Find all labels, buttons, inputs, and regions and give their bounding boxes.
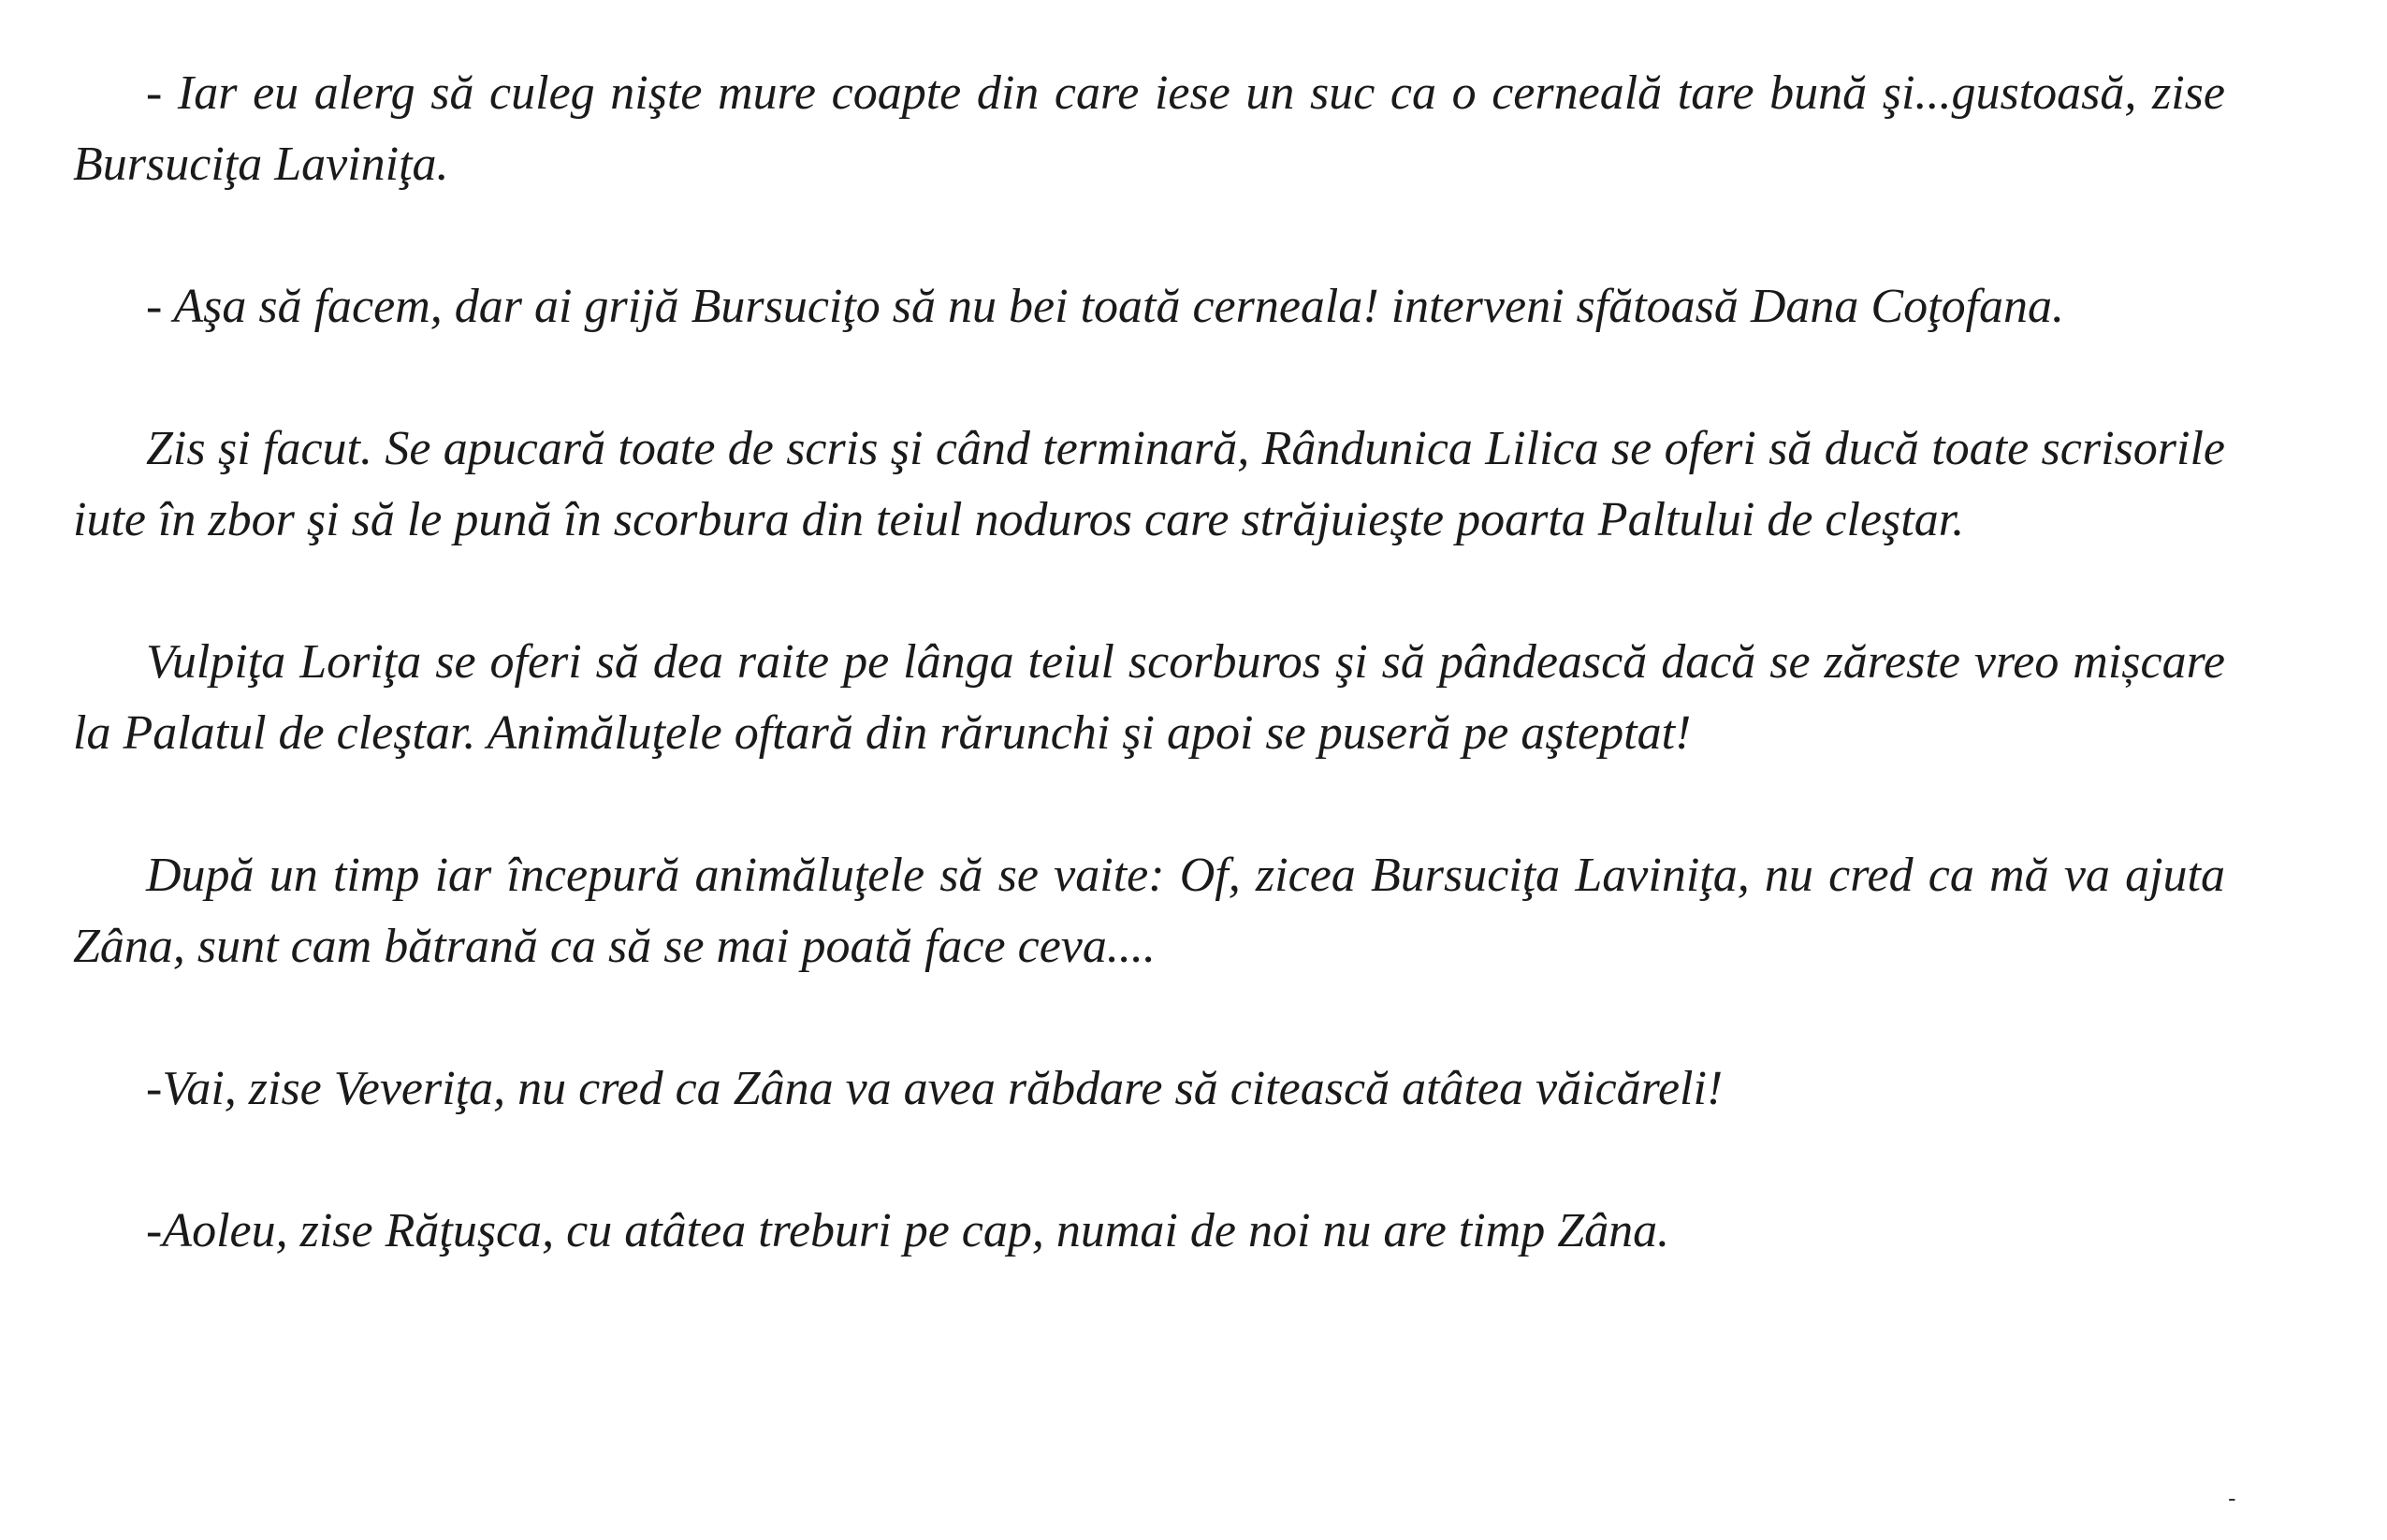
paragraph: -Aoleu, zise Răţuşca, cu atâtea treburi pe cap, numai de noi nu are timp Zâna. — [146, 1204, 1670, 1257]
paragraph: Zis şi facut. Se apucară toate de scris şi când terminară, Rândunica Lilica se oferi să ducă toate scrisorile iute în zbor şi să le pună în scorbura din teiul noduros care străjuieşte poarta Paltului de cleştar. — [73, 422, 2225, 546]
paragraph: -Vai, zise Veveriţa, nu cred ca Zâna va avea răbdare să citească atâtea văicăreli! — [146, 1062, 1724, 1115]
paragraph: - Aşa să facem, dar ai grijă Bursuciţo să nu bei toată cerneala! interveni sfătoasă Dana Coţofana. — [146, 280, 2065, 333]
page-marker: - — [2228, 1484, 2236, 1512]
paragraph: După un timp iar începură animăluţele să se vaite: Of, zicea Bursuciţa Laviniţa, nu cred ca mă va ajuta Zâna, sunt cam bătrană ca să se mai poată face ceva.... — [73, 849, 2225, 973]
document-body — [73, 58, 2225, 1338]
paragraph: - Iar eu alerg să culeg nişte mure coapte din care iese un suc ca o cerneală tare bună şi...gustoasă, zise Bursuciţa Laviniţa. — [73, 66, 2225, 191]
paragraph: Vulpiţa Loriţa se oferi să dea raite pe lânga teiul scorburos şi să pândească dacă se zăreste vreo mișcare la Palatul de cleştar. Animăluţele oftară din rărunchi şi apoi se puseră pe aşteptat! — [73, 635, 2225, 760]
